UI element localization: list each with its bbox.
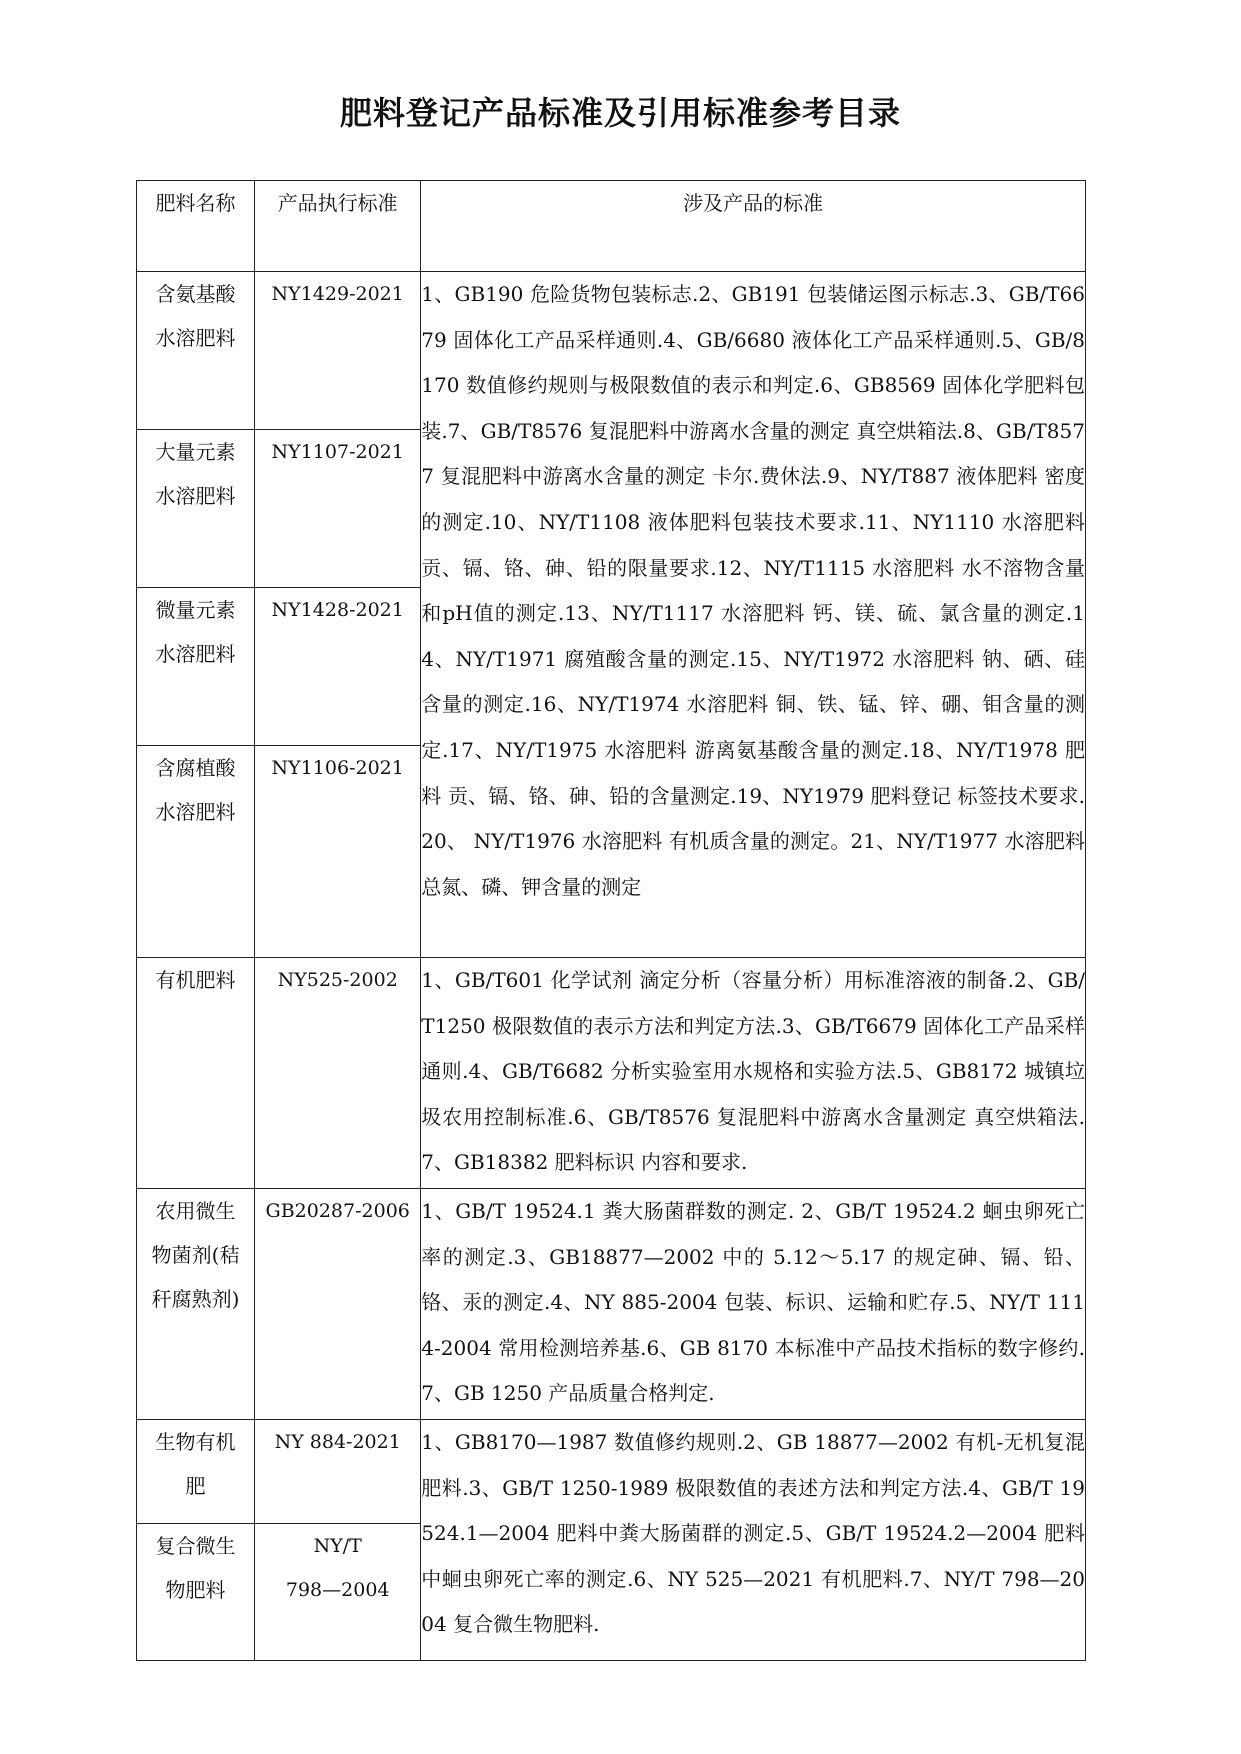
product-standard-code: NY1106-2021 (255, 746, 421, 958)
table-row (137, 958, 1086, 1189)
fertilizer-name: 复合微生 物肥料 (137, 1524, 255, 1661)
product-standard-code: GB20287-2006 (255, 1189, 421, 1420)
related-standards-text: 1、GB/T 19524.1 粪大肠菌群数的测定. 2、GB/T 19524.2 蛔虫卵死亡率的测定.3、GB18877—2002 中的 5.12～5.17 的规定砷、镉、铅、铬、汞的测定.4、NY 885-2004 包装、标识、运输和贮存.5、NY/T 1114-2004 常用检测培养基.6、GB 8170 本标准中产品技术指标的数字修约.7、GB 1250 产品质量合格判定. (421, 1189, 1086, 1420)
fertilizer-name: 农用微生 物菌剂(秸 秆腐熟剂) (137, 1189, 255, 1420)
page-title: 肥料登记产品标准及引用标准参考目录 (339, 94, 901, 132)
fertilizer-name: 大量元素 水溶肥料 (137, 430, 255, 588)
table-row (137, 1420, 1086, 1524)
product-standard-code: NY1428-2021 (255, 588, 421, 746)
fertilizer-name: 有机肥料 (137, 958, 255, 1189)
table-row (137, 1189, 1086, 1420)
table-header-row (137, 181, 1086, 272)
header-related-standards: 涉及产品的标准 (421, 181, 1086, 272)
header-product-standard: 产品执行标准 (255, 181, 421, 272)
related-standards-text: 1、GB190 危险货物包装标志.2、GB191 包装储运图示标志.3、GB/T6679 固体化工产品采样通则.4、GB/6680 液体化工产品采样通则.5、GB/8170 数值修约规则与极限数值的表示和判定.6、GB8569 固体化学肥料包装.7、GB/T8576 复混肥料中游离水含量的测定 真空烘箱法.8、GB/T8577 复混肥料中游离水含量的测定 卡尔.费休法.9、NY/T887 液体肥料 密度的测定.10、NY/T1108 液体肥料包装技术要求.11、NY1110 水溶肥料贡、镉、铬、砷、铅的限量要求.12、NY/T1115 水溶肥料 水不溶物含量和pH值的测定.13、NY/T1117 水溶肥料 钙、镁、硫、氯含量的测定.14、NY/T1971 腐殖酸含量的测定.15、NY/T1972 水溶肥料 钠、硒、硅含量的测定.16、NY/T1974 水溶肥料 铜、铁、锰、锌、硼、钼含量的测定.17、NY/T1975 水溶肥料 游离氨基酸含量的测定.18、NY/T1978 肥料 贡、镉、铬、砷、铅的含量测定.19、NY1979 肥料登记 标签技术要求.20、 NY/T1976 水溶肥料 有机质含量的测定。21、NY/T1977 水溶肥料 总氮、磷、钾含量的测定 (421, 272, 1086, 958)
product-standard-code: NY/T 798—2004 (255, 1524, 421, 1661)
fertilizer-name: 含腐植酸 水溶肥料 (137, 746, 255, 958)
related-standards-text: 1、GB8170—1987 数值修约规则.2、GB 18877—2002 有机-无机复混肥料.3、GB/T 1250-1989 极限数值的表述方法和判定方法.4、GB/T 19524.1—2004 肥料中粪大肠菌群的测定.5、GB/T 19524.2—2004 肥料中蛔虫卵死亡率的测定.6、NY 525—2021 有机肥料.7、NY/T 798—2004 复合微生物肥料. (421, 1420, 1086, 1661)
product-standard-code: NY525-2002 (255, 958, 421, 1189)
fertilizer-name: 生物有机 肥 (137, 1420, 255, 1524)
related-standards-text: 1、GB/T601 化学试剂 滴定分析（容量分析）用标准溶液的制备.2、GB/T1250 极限数值的表示方法和判定方法.3、GB/T6679 固体化工产品采样通则.4、GB/T6682 分析实验室用水规格和实验方法.5、GB8172 城镇垃圾农用控制标准.6、GB/T8576 复混肥料中游离水含量测定 真空烘箱法.7、GB18382 肥料标识 内容和要求. (421, 958, 1086, 1189)
standards-table (136, 180, 1086, 1661)
product-standard-code: NY1107-2021 (255, 430, 421, 588)
header-fertilizer-name: 肥料名称 (137, 181, 255, 272)
fertilizer-name: 含氨基酸 水溶肥料 (137, 272, 255, 430)
product-standard-code: NY 884-2021 (255, 1420, 421, 1524)
fertilizer-name: 微量元素 水溶肥料 (137, 588, 255, 746)
table-row (137, 272, 1086, 430)
product-standard-code: NY1429-2021 (255, 272, 421, 430)
